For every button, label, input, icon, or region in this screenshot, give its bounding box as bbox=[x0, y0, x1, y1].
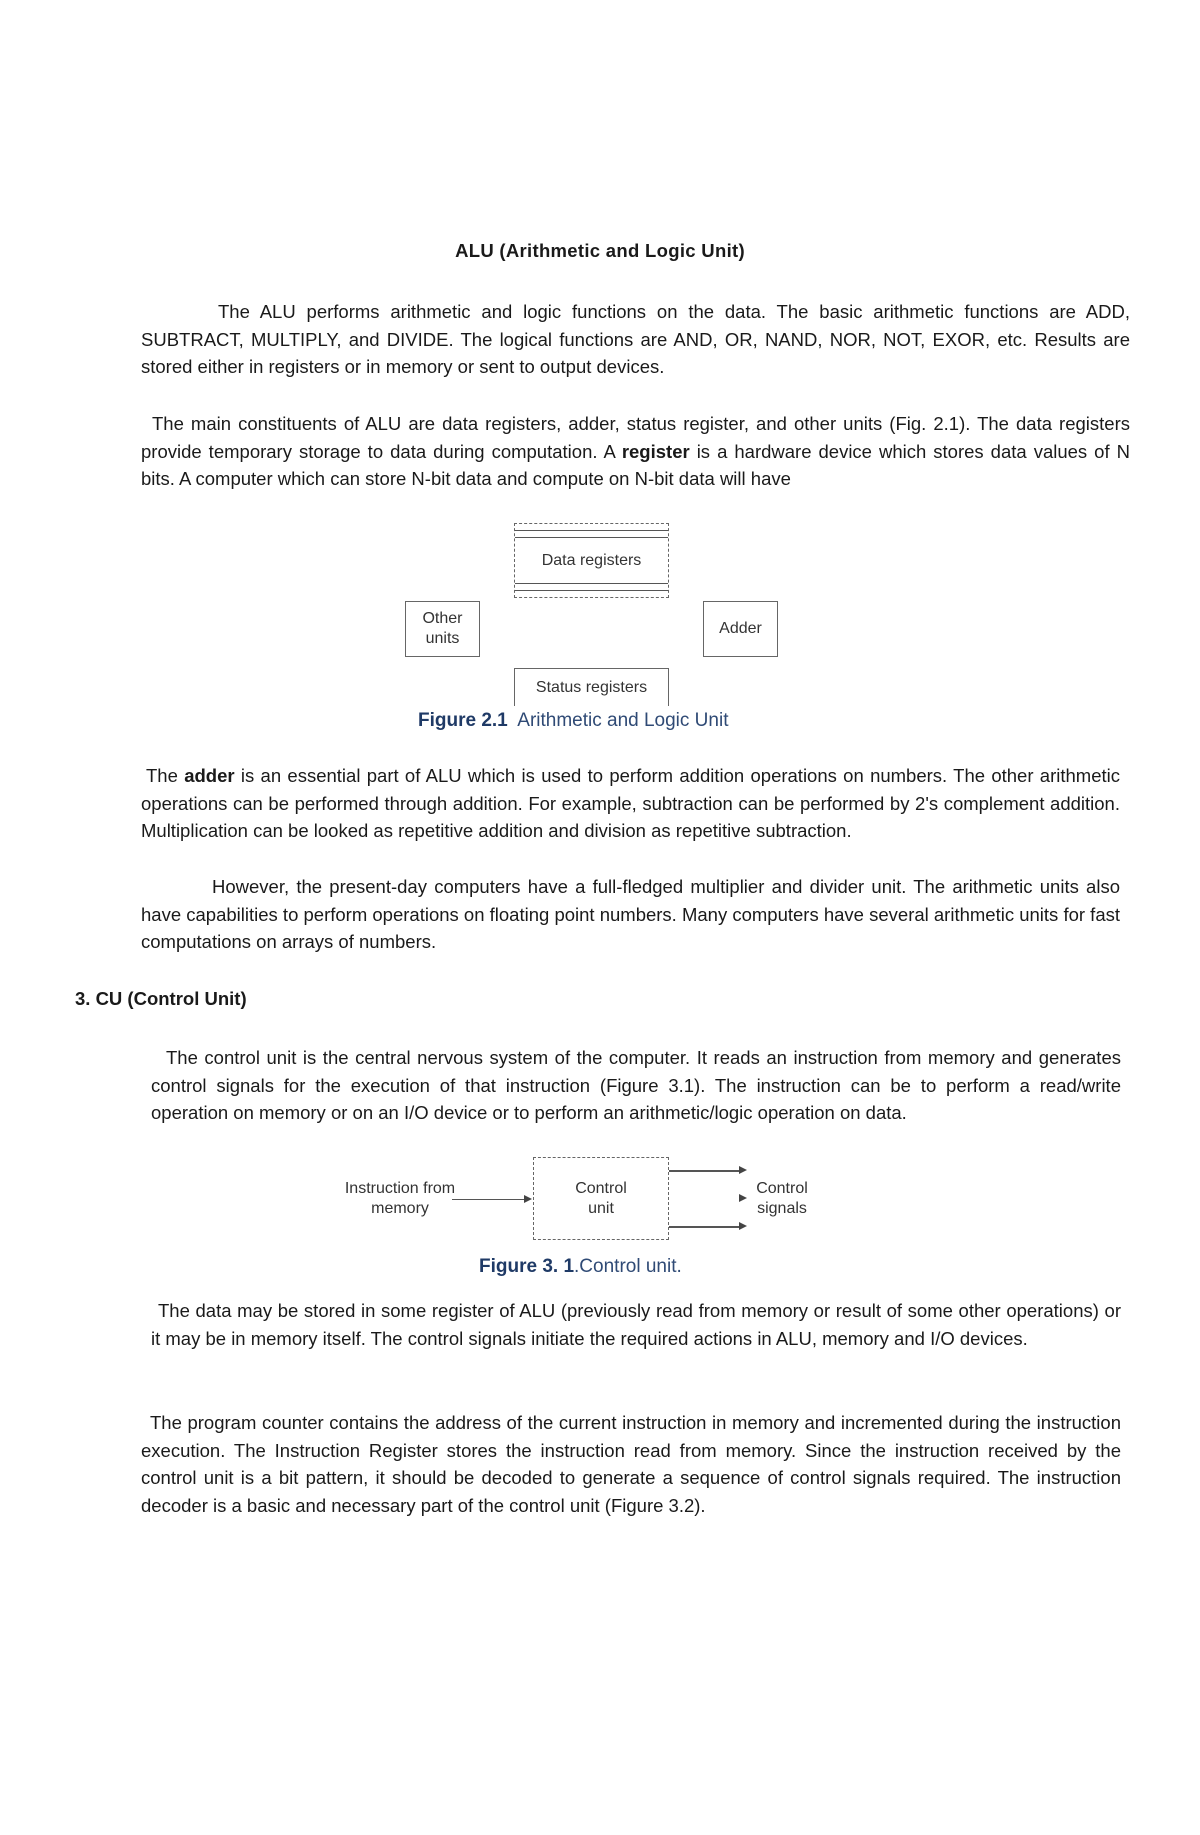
arrowhead-icon bbox=[524, 1195, 532, 1203]
caption-number: Figure 2.1 bbox=[418, 710, 508, 731]
alu-paragraph-3 bbox=[141, 762, 1120, 845]
arrowhead-icon bbox=[739, 1194, 747, 1202]
figure-caption bbox=[479, 1256, 682, 1278]
alu-paragraph-1: The ALU performs arithmetic and logic functions on the data. The basic arithmetic functions are ADD, SUBTRACT, MULTIPLY, and DIVIDE. The logical functions are AND, OR, NAND, NOR, NOT, EXOR, etc. Results are stored either in registers or in memory or sent to output devices. bbox=[141, 301, 1130, 378]
other-units-box bbox=[405, 601, 480, 657]
bold-term: register bbox=[621, 440, 690, 462]
input-arrow bbox=[452, 1199, 530, 1200]
text: The main constituents of ALU are data registers, adder, status register, and other units (Fig. 2.1). The data registers provide temporary storage to data during computation. A bbox=[141, 413, 1130, 462]
figure-caption bbox=[418, 710, 728, 732]
alu-paragraph-2 bbox=[141, 410, 1130, 493]
arrowhead-icon bbox=[739, 1166, 747, 1174]
alu-paragraph-4: However, the present-day computers have a full-fledged multiplier and divider unit. The arithmetic units also have capabilities to perform operations on floating point numbers. Many computers have several arithmetic units for fast computations on arrays of numbers. bbox=[141, 876, 1120, 953]
text: is a hardware device which stores data values of N bits. A computer which can store N-bit data and compute on N-bit data will have bbox=[141, 440, 1130, 490]
divider bbox=[515, 530, 668, 531]
control-unit-box bbox=[533, 1157, 669, 1240]
adder-label: Adder bbox=[719, 620, 762, 637]
divider bbox=[515, 590, 668, 591]
text: is an essential part of ALU which is used to perform addition operations on numbers. The other arithmetic operations can be performed through addition. For example, subtraction can be performed by 2's complement addition. Multiplication can be looked as repetitive addition and division as repetitive subtraction. bbox=[141, 765, 1120, 842]
text: The bbox=[146, 765, 185, 786]
data-registers-label: Data registers bbox=[541, 551, 642, 569]
output-arrow bbox=[669, 1170, 741, 1172]
cu-paragraph-2: The data may be stored in some register of ALU (previously read from memory or result of some other operations) or it may be in memory itself. The control signals initiate the required actions in ALU, memory and I/O devices. bbox=[151, 1300, 1121, 1349]
caption-text: Arithmetic and Logic Unit bbox=[517, 710, 729, 731]
status-registers-label: Status registers bbox=[535, 678, 648, 696]
cu-heading: 3. CU (Control Unit) bbox=[75, 988, 247, 1009]
cu-paragraph-1: The control unit is the central nervous system of the computer. It reads an instruction from memory and generates control signals for the execution of that instruction (Figure 3.1). The instruction can be to perform a read/write operation on memory or on an I/O device or to perform an arithmetic/logic operation on data. bbox=[151, 1047, 1121, 1124]
control-signals-label: Control signals bbox=[756, 1180, 808, 1217]
data-registers-box bbox=[514, 523, 669, 598]
caption-number: Figure 3. 1 bbox=[479, 1256, 575, 1277]
cu-paragraph-3: The program counter contains the address of the current instruction in memory and incremented during the instruction execution. The Instruction Register stores the instruction read from memory. Since the instruction received by the control unit is a bit pattern, it should be decoded to generate a sequence of control signals required. The instruction decoder is a basic and necessary part of the control unit (Figure 3.2). bbox=[141, 1412, 1121, 1517]
divider bbox=[515, 537, 668, 538]
bold-term: adder bbox=[184, 765, 235, 786]
alu-title: ALU (Arithmetic and Logic Unit) bbox=[455, 240, 745, 261]
instruction-label: Instruction from memory bbox=[344, 1180, 456, 1217]
caption-text: .Control unit. bbox=[574, 1256, 682, 1277]
control-unit-label: Control unit bbox=[575, 1179, 627, 1217]
divider bbox=[515, 583, 668, 584]
other-units-label: Other units bbox=[422, 610, 463, 647]
arrowhead-icon bbox=[739, 1222, 747, 1230]
status-registers-box bbox=[514, 668, 669, 706]
output-arrow bbox=[669, 1226, 741, 1228]
adder-box bbox=[703, 601, 778, 657]
